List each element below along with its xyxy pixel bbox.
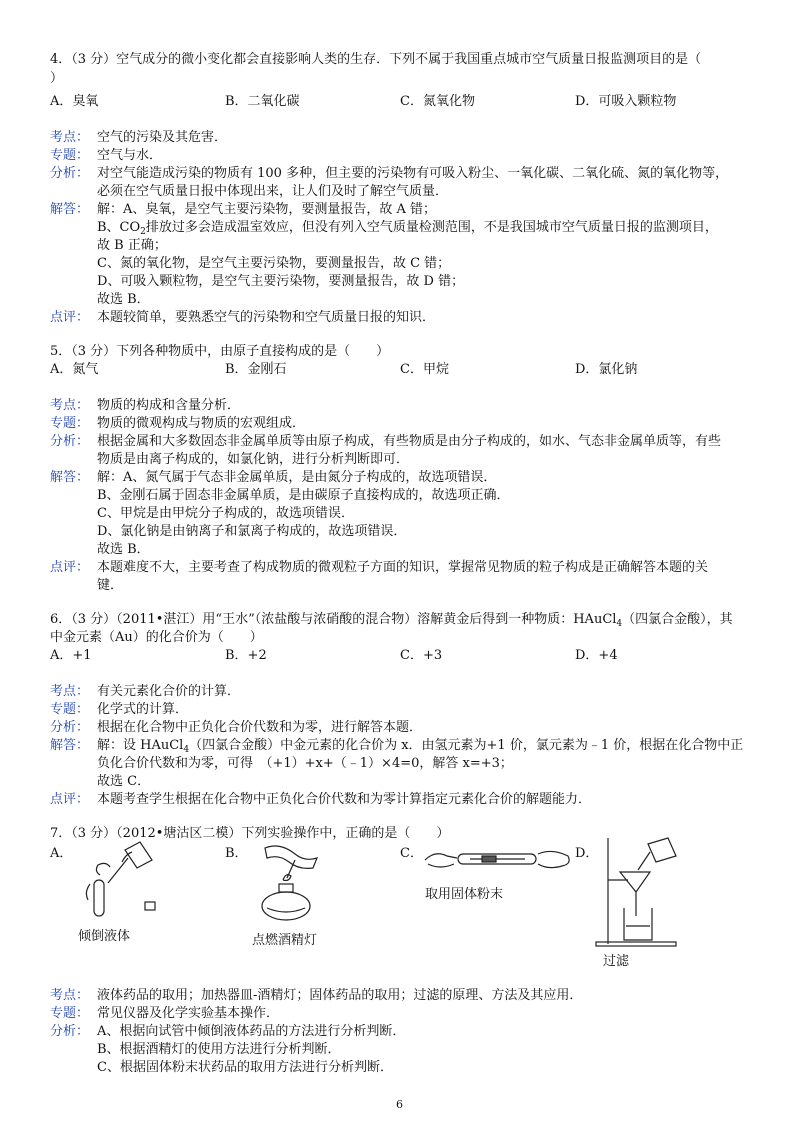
q7-kaodian-label: 考点： [50, 988, 90, 1003]
q4-zhuanti: 空气与水． [97, 148, 163, 163]
q4-zhuanti-label: 专题： [50, 148, 90, 163]
q6-jieda-post: （四氯合金酸）中金元素的化合价为 x．由氢元素为+1 价，氯元素为﹣1 价，根据在化合物中正 [189, 738, 744, 753]
q4-jieda-line4: C、氮的氧化物，是空气主要污染物，要测量报告，故 C 错； [97, 256, 451, 271]
q5-jieda-line3: C、甲烷是由甲烷分子构成的，故选项错误． [97, 506, 354, 521]
q4-fenxi-line1: 对空气能造成污染的物质有 100 多种，但主要的污染物有可吸入粉尘、一氧化碳、二氧化硫、氮的氧化物等， [97, 166, 729, 181]
q6-option-d: D．+4 [575, 648, 618, 663]
q6-zhuanti: 化学式的计算． [97, 702, 189, 717]
q7-zhuanti-label: 专题： [50, 1006, 90, 1021]
q5-jieda-label: 解答： [50, 470, 90, 485]
q4-jieda-line3: 故 B 正确； [97, 238, 167, 253]
page-number: 6 [396, 1098, 403, 1111]
q7-fenxi-line2: B、根据酒精灯的使用方法进行分析判断． [97, 1042, 341, 1057]
q6-stem-sub: 4 [616, 619, 623, 629]
q6-fenxi: 根据在化合物中正负化合价代数和为零，进行解答本题． [97, 720, 423, 735]
q4-jieda-line2-pre: B、CO [97, 220, 141, 235]
q6-option-b: B．+2 [225, 648, 267, 663]
q4-stem-line2: ） [50, 71, 64, 86]
q5-jieda-line2: B、金刚石属于固态非金属单质，是由碳原子直接构成的，故选项正确． [97, 488, 510, 503]
q5-jieda-line4: D、氯化钠是由钠离子和氯离子构成的，故选项错误． [97, 524, 407, 539]
q6-option-a: A．+1 [50, 648, 92, 663]
q4-fenxi-line2: 必须在空气质量日报中体现出来，让人们及时了解空气质量． [97, 184, 449, 199]
q4-fenxi-label: 分析： [50, 166, 90, 181]
q5-option-a: A．氮气 [50, 362, 99, 377]
q6-stem-line2: 中金元素（Au）的化合价为（ ） [50, 630, 263, 645]
q5-jieda-line5: 故选 B． [97, 542, 150, 557]
q4-option-a: A．臭氧 [50, 94, 99, 109]
q7-fenxi-line1: A、根据向试管中倾倒液体药品的方法进行分析判断． [97, 1024, 406, 1039]
q5-option-b: B．金刚石 [225, 362, 287, 377]
solid-powder-illustration [420, 840, 580, 880]
q5-dianping-label: 点评： [50, 560, 90, 575]
q4-jieda-line5: D、可吸入颗粒物，是空气主要污染物，要测量报告，故 D 错； [97, 274, 465, 289]
q5-kaodian: 物质的构成和含量分析． [97, 398, 241, 413]
q6-kaodian-label: 考点： [50, 684, 90, 699]
q5-dianping-line1: 本题难度不大，主要考查了构成物质的微观粒子方面的知识，掌握常见物质的粒子构成是正确解答本题的关 [97, 560, 709, 575]
q6-jieda-label: 解答： [50, 738, 90, 753]
q4-jieda-label: 解答： [50, 202, 90, 217]
q4-stem-line1: 4．（3 分）空气成分的微小变化都会直接影响人类的生存．下列不属于我国重点城市空气质量日报监测项目的是（ [50, 52, 702, 67]
q5-fenxi-line1: 根据金属和大多数固态非金属单质等由原子构成，有些物质是由分子构成的，如水、气态非金属单质等，有些 [97, 434, 722, 449]
q4-kaodian-label: 考点： [50, 130, 90, 145]
q6-jieda-pre: 解：设 HAuCl [97, 738, 184, 753]
q4-jieda-line2 [97, 219, 718, 241]
alcohol-lamp-illustration [245, 840, 335, 925]
q6-zhuanti-label: 专题： [50, 702, 90, 717]
q7-stem: 7．（3 分）（2012•塘沽区二模）下列实验操作中，正确的是（ ） [50, 826, 450, 841]
filtration-illustration [590, 838, 700, 948]
q7-letter-d: D． [575, 846, 599, 861]
q6-fenxi-label: 分析： [50, 720, 90, 735]
q4-option-c: C．氮氧化物 [400, 94, 475, 109]
q6-jieda-line2: 负化合价代数和为零，可得 （+1）+x+（﹣1）×4=0，解答 x=+3； [97, 756, 513, 771]
q5-stem: 5．（3 分）下列各种物质中，由原子直接构成的是（ ） [50, 344, 390, 359]
q4-kaodian: 空气的污染及其危害． [97, 130, 228, 145]
q6-option-c: C．+3 [400, 648, 443, 663]
pour-liquid-illustration [70, 840, 170, 920]
q7-caption-b: 点燃酒精灯 [252, 933, 318, 948]
q4-jieda-line1: 解：A、臭氧，是空气主要污染物，要测量报告，故 A 错； [97, 202, 437, 217]
q4-dianping-label: 点评： [50, 310, 90, 325]
q7-kaodian: 液体药品的取用；加热器皿-酒精灯；固体药品的取用；过滤的原理、方法及其应用． [97, 988, 583, 1003]
q5-fenxi-line2: 物质是由离子构成的，如氯化钠，进行分析判断即可． [97, 452, 410, 467]
q7-caption-a: 倾倒液体 [78, 929, 131, 944]
q6-jieda-sub: 4 [183, 745, 190, 755]
q6-dianping: 本题考查学生根据在化合物中正负化合价代数和为零计算指定元素化合价的解题能力． [97, 792, 592, 807]
q6-stem-post: （四氯合金酸），其 [622, 612, 733, 627]
q4-option-b: B．二氧化碳 [225, 94, 300, 109]
q7-caption-d: 过滤 [603, 954, 630, 969]
q6-kaodian: 有关元素化合价的计算． [97, 684, 241, 699]
q4-jieda-line2-sub: 2 [140, 227, 146, 237]
q7-caption-c: 取用固体粉末 [425, 887, 504, 902]
q7-letter-b: B． [225, 846, 248, 861]
q6-jieda-line3: 故选 C． [97, 774, 151, 789]
q5-option-d: D．氯化钠 [575, 362, 638, 377]
q5-kaodian-label: 考点： [50, 398, 90, 413]
q5-jieda-line1: 解：A、氮气属于气态非金属单质，是由氮分子构成的，故选项错误． [97, 470, 497, 485]
q6-stem-pre: 6．（3 分）（2011•湛江）用“王水”（浓盐酸与浓硝酸的混合物）溶解黄金后得到一种物质：HAuCl [50, 612, 617, 627]
q5-fenxi-label: 分析： [50, 434, 90, 449]
q7-fenxi-label: 分析： [50, 1024, 90, 1039]
q7-letter-c: C． [400, 846, 423, 861]
q7-letter-a: A． [50, 846, 73, 861]
q4-dianping: 本题较简单，要熟悉空气的污染物和空气质量日报的知识． [97, 310, 436, 325]
q5-zhuanti-label: 专题： [50, 416, 90, 431]
q4-jieda-line2-post: 排放过多会造成温室效应，但没有列入空气质量检测范围，不是我国城市空气质量日报的监测项目， [145, 220, 718, 235]
q5-dianping-line2: 键． [97, 578, 124, 593]
q5-zhuanti: 物质的微观构成与物质的宏观组成． [97, 416, 306, 431]
q7-zhuanti: 常见仪器及化学实验基本操作． [97, 1006, 280, 1021]
q6-dianping-label: 点评： [50, 792, 90, 807]
q7-fenxi-line3: C、根据固体粉末状药品的取用方法进行分析判断． [97, 1060, 393, 1075]
q5-option-c: C．甲烷 [400, 362, 449, 377]
q4-jieda-line6: 故选 B． [97, 292, 150, 307]
q4-option-d: D．可吸入颗粒物 [575, 94, 677, 109]
